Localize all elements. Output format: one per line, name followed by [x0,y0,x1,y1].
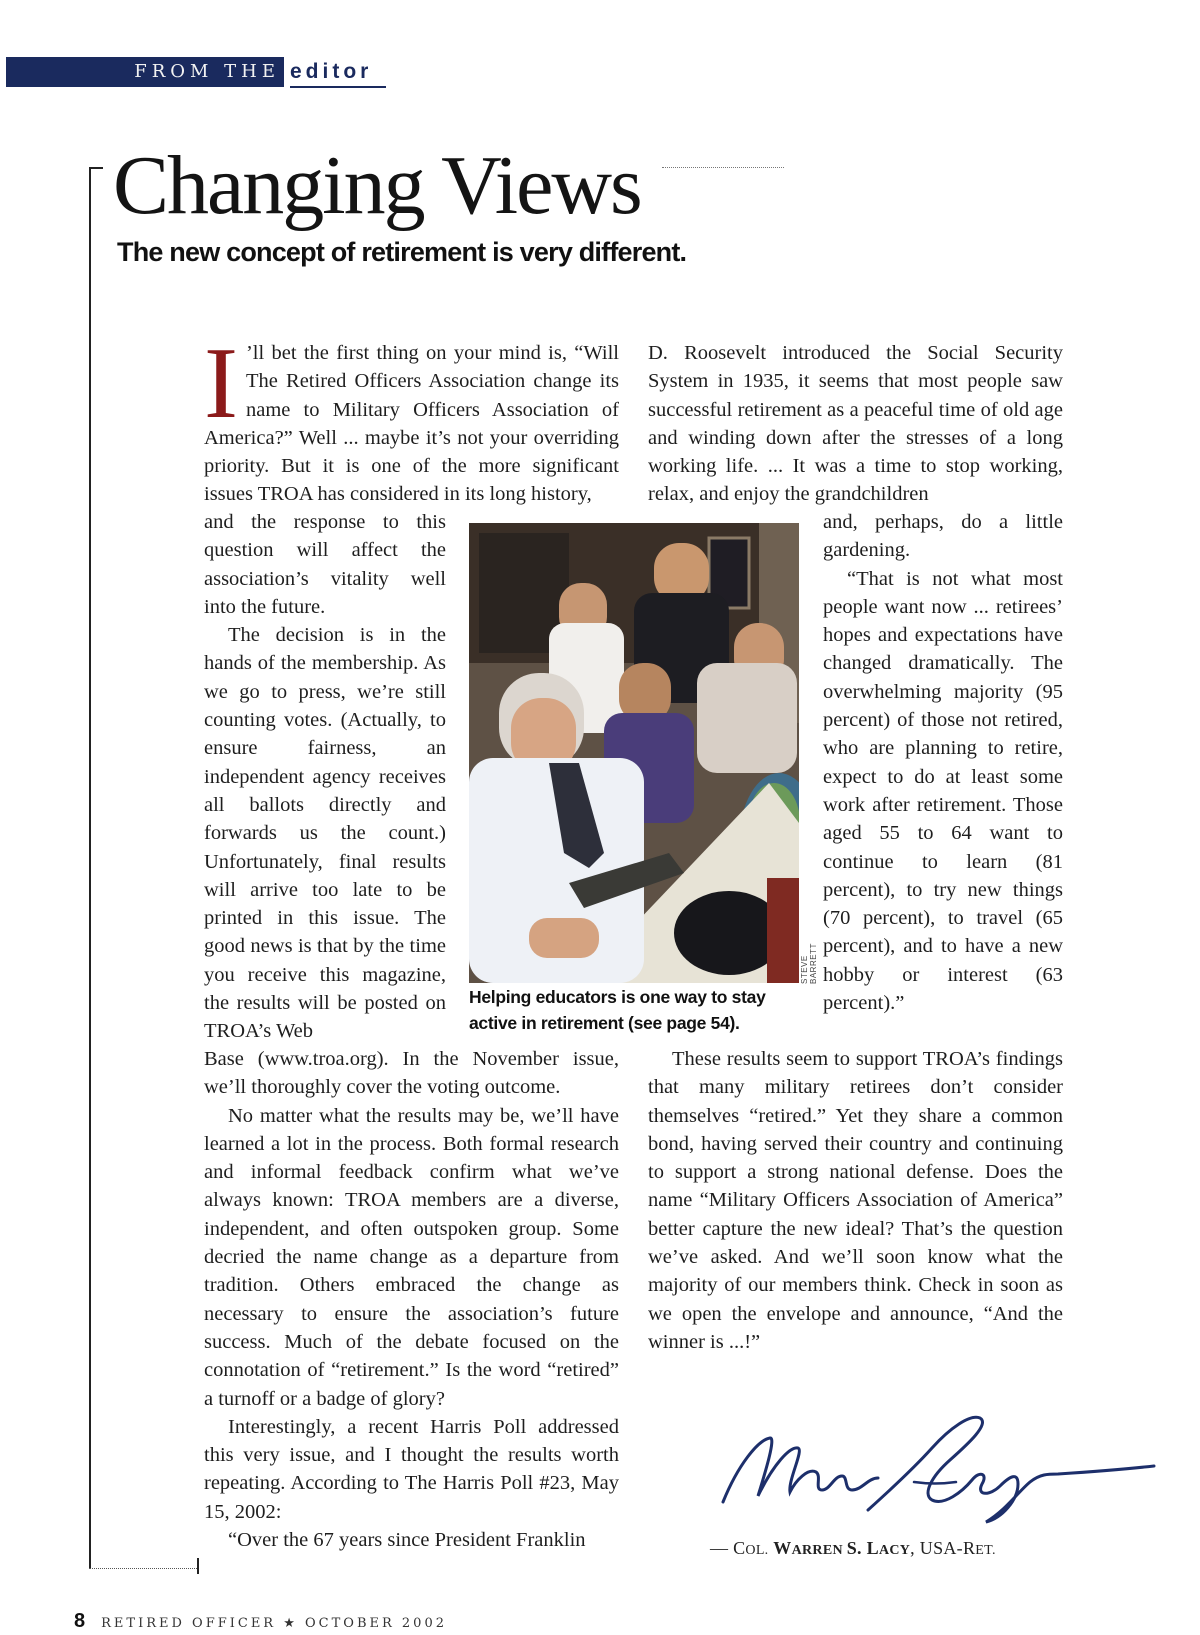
col2-paragraph-1: D. Roosevelt introduced the Social Security System in 1935, it seems that most people saw successful retirement as a peaceful time of old age and winding down after the stresses of a long working life. ... It was a time to stop working, relax, and enjoy the grandchildren [648,342,1063,506]
col1-paragraph-3: No matter what the results may be, we’ll have learned a lot in the process. Both formal research and informal feedback confirm what we’ve always known: TROA members are a diverse, independent, and often outspoken group. Some decried the name change as a departure from tradition. Others embraced the change as necessary to ensure the association’s future success. Much of the debate focused on the connotation of “retirement.” Is the word “retired” a turnoff or a badge of glory? [204,1104,619,1410]
col1-paragraph-1-cont: and the response to this question will affect the association’s vitality well into the future. [204,511,446,618]
title-dotted-rule [662,167,784,169]
banner-underline [290,86,386,88]
col1-paragraph-2-cont: Base (www.troa.org). In the November issue, we’ll thoroughly cover the voting outcome. [204,1048,619,1099]
photo-caption: Helping educators is one way to stay active in retirement (see page 54). [469,987,766,1033]
section-label-editor: editor [290,60,373,83]
classroom-photo [469,523,799,983]
article-photo [469,523,799,983]
frame-top-rule [89,167,103,169]
page-number: 8 [74,1610,86,1632]
frame-left-rule [89,167,91,1569]
frame-bottom-tick [197,1558,199,1574]
column-2-bottom [648,1045,1063,1356]
article-title: Changing Views [113,139,641,232]
col2-paragraph-3: These results seem to support TROA’s findings that many military retirees don’t consider themselves “retired.” Yet they share a common bond, having served their country and continuing to support a strong national defense. Does the name “Military Officers Association of America” better capture the new ideal? That’s the question we’ve asked. And we’ll soon know what the majority of our members think. Check in soon as we open the envelope and announce, “And the winner is ...!” [648,1048,1063,1353]
col1-paragraph-5: “Over the 67 years since President Franklin [228,1529,586,1552]
column-1-bottom [204,1045,619,1554]
section-banner [6,57,380,87]
author-signoff: — COL. WARREN S. LACY, USA-RET. [710,1538,996,1558]
col1-paragraph-2: The decision is in the hands of the membership. As we go to press, we’re still counting votes. (Actually, to ensure fairness, an independent agency receives all ballots directly and forwards us the count.) Unfortunately, final results will arrive too late to be printed in this issue. The good news is that by the time you receive this magazine, the results will be posted on TROA’s Web [204,624,446,1043]
col1-paragraph-4: Interestingly, a recent Harris Poll addressed this very issue, and I thought the results worth repeating. According to The Harris Poll #23, May 15, 2002: [204,1415,619,1523]
col2-paragraph-2: “That is not what most people want now ... retirees’ hopes and expectations have changed dramatically. The overwhelming majority (95 percent) of those not retired, who are planning to retire, expect to do at least some work after retirement. Those aged 55 to 64 want to continue to learn (81 percent), to try new things (70 percent), to travel (65 percent), and to have a new hobby or interest (63 percent).” [823,567,1063,1015]
column-1-narrow [204,508,446,1046]
publication-line: RETIRED OFFICER ★ OCTOBER 2002 [101,1616,447,1631]
section-label-from-the: FROM THE [6,57,284,87]
signature-image [718,1410,1158,1530]
column-2-narrow [823,508,1063,1017]
page-footer [74,1610,447,1633]
column-1-top [204,327,619,509]
drop-cap: I [204,327,238,440]
photo-credit: STEVE BARRETT [800,943,818,984]
col2-paragraph-1-cont: and, perhaps, do a little gardening. [823,511,1063,562]
article-deck: The new concept of retirement is very different. [117,237,687,267]
col1-paragraph-1: ’ll bet the first thing on your mind is, “Will The Retired Officers Association change its name to Military Officers Association of America?” Well ... maybe it’s not your overriding priority. But it is one of the more significant issues TROA has considered in its long history, [204,342,619,506]
column-2-top [648,339,1063,509]
frame-bottom-rule [89,1568,199,1570]
